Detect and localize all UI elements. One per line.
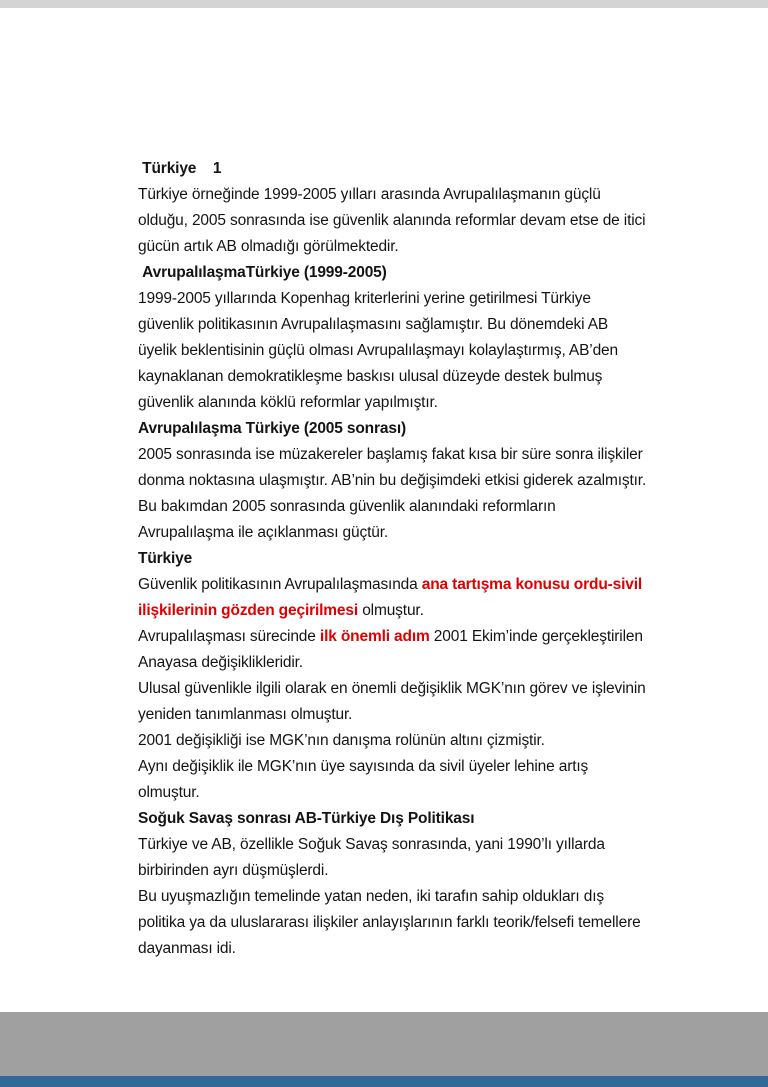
text-run: Avrupalılaşma Türkiye (2005 sonrası) [138,420,406,437]
text-run: Soğuk Savaş sonrası AB-Türkiye Dış Politikası [138,810,475,827]
text-run: Avrupalılaşması sürecinde [138,628,320,645]
paragraph [138,156,650,182]
top-margin-strip [0,0,768,8]
text-run: Güvenlik politikasının Avrupalılaşmasında [138,576,422,593]
paragraph [138,546,650,572]
text-run: Aynı değişiklik ile MGK’nın üye sayısında da sivil üyeler lehine artış olmuştur. [138,758,593,801]
paragraph [138,442,650,546]
text-run: Ulusal güvenlikle ilgili olarak en önemli değişiklik MGK’nın görev ve işlevinin yeniden tanımlanması olmuştur. [138,680,650,723]
text-run: ilk önemli adım [319,628,430,645]
footer-bar [0,1076,768,1087]
text-run: Türkiye 1 [138,160,222,177]
text-run: 1999-2005 yıllarında Kopenhag kriterlerini yerine getirilmesi Türkiye güvenlik politikasının Avrupalılaşmasını sağlamıştır. Bu dönemdeki AB üyelik beklentisinin güçlü olması Avrupalılaşmayı kolaylaştırmış, AB’den kaynaklanan demokratikleşme baskısı ulusal düzeyde destek bulmuş güvenlik alanında köklü reformlar yapılmıştır. [138,290,623,411]
paragraph [138,286,650,416]
paragraph [138,182,650,260]
text-run: ana tartışma konusu ordu-sivil ilişkilerinin gözden geçirilmesi [138,576,647,619]
paragraph [138,806,650,832]
text-run: Bu uyuşmazlığın temelinde yatan neden, iki tarafın sahip oldukları dış politika ya da uluslararası ilişkiler anlayışlarının farklı teorik/felsefi temellere dayanması idi. [138,888,645,957]
text-run: Türkiye örneğinde 1999-2005 yılları arasında Avrupalılaşmanın güçlü olduğu, 2005 sonrasında ise güvenlik alanında reformlar devam etse de itici gücün artık AB olmadığı görülmektedir. [138,186,650,255]
paragraph [138,832,650,884]
paragraph [138,728,650,754]
paragraph [138,260,650,286]
paragraph [138,884,650,962]
text-run: Türkiye ve AB, özellikle Soğuk Savaş sonrasında, yani 1990’lı yıllarda birbirinden ayrı düşmüşlerdi. [138,836,609,879]
document-text [138,156,650,962]
bottom-margin-strip [0,1012,768,1076]
paragraph [138,416,650,442]
paragraph [138,676,650,728]
paragraph [138,624,650,676]
text-run: 2005 sonrasında ise müzakereler başlamış fakat kısa bir süre sonra ilişkiler donma noktasına ulaşmıştır. AB’nin bu değişimdeki etkisi giderek azalmıştır. Bu bakımdan 2005 sonrasında güvenlik alanındaki reformların Avrupalılaşma ile açıklanması güçtür. [138,446,651,541]
document-page [0,8,768,1012]
text-run: Türkiye [138,550,193,567]
text-run: 2001 değişikliği ise MGK’nın danışma rolünün altını çizmiştir. [138,732,545,749]
text-run: 2001 Ekim’inde gerçekleştirilen Anayasa değişiklikleridir. [138,628,647,671]
paragraph [138,572,650,624]
text-run: olmuştur. [358,602,424,619]
text-run: AvrupalılaşmaTürkiye (1999-2005) [138,264,387,281]
paragraph [138,754,650,806]
